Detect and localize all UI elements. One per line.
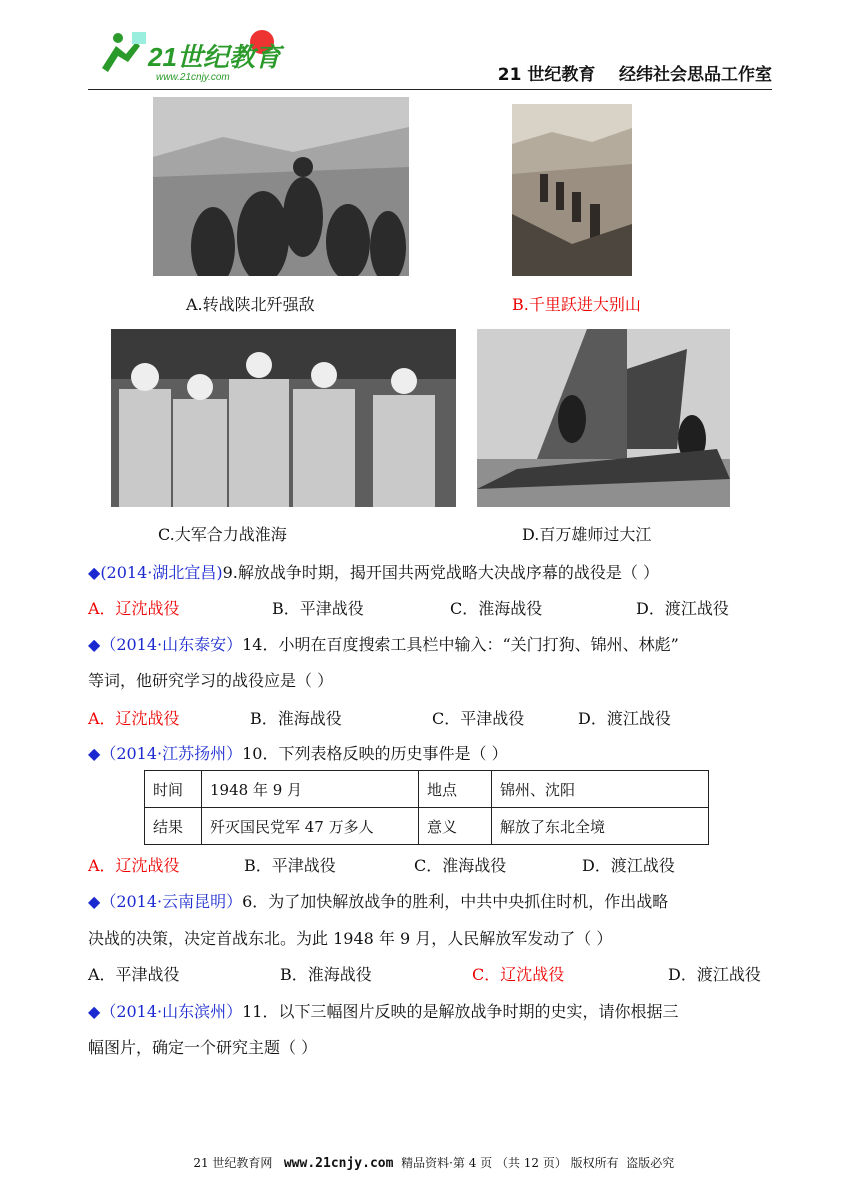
table-row	[145, 808, 709, 845]
option-d: D．渡江战役	[668, 965, 761, 984]
option-a: A．辽沈战役	[88, 856, 180, 875]
table-cell: 解放了东北全境	[492, 808, 709, 845]
diamond-bullet-icon: ◆	[88, 1002, 101, 1021]
question-source: （2014·山东泰安）	[100, 635, 243, 654]
question-2	[88, 632, 679, 655]
footer-left: 21 世纪教育网	[193, 1156, 284, 1170]
photo-b-dabie-mountains	[512, 104, 632, 276]
question-2-options	[88, 706, 778, 728]
option-d: D．渡江战役	[582, 856, 675, 875]
option-b: B．平津战役	[244, 856, 336, 875]
site-logo	[96, 24, 296, 84]
figure-b-caption: B.千里跃进大别山	[512, 295, 641, 314]
question-5-stem-cont: 幅图片，确定一个研究主题（ ）	[88, 1038, 318, 1057]
option-a: A．辽沈战役	[88, 709, 180, 728]
diamond-bullet-icon: ◆	[88, 635, 101, 654]
question-4	[88, 889, 668, 912]
question-stem: 14．小明在百度搜索工具栏中输入：“关门打狗、锦州、林彪”	[242, 635, 679, 654]
question-source: （2014·江苏扬州）	[100, 744, 243, 763]
question-stem: 6．为了加快解放战争的胜利，中共中央抓住时机，作出战略	[242, 892, 669, 911]
page-footer	[0, 1140, 860, 1171]
option-d: D．渡江战役	[578, 709, 671, 728]
diamond-bullet-icon: ◆	[88, 744, 101, 763]
table-row	[145, 771, 709, 808]
diamond-bullet-icon: ◆	[88, 563, 101, 582]
diamond-bullet-icon: ◆	[88, 892, 101, 911]
question-1-options	[88, 596, 778, 618]
question-3-options	[88, 853, 778, 875]
table-cell: 时间	[145, 771, 202, 808]
question-1	[88, 560, 659, 583]
footer-url-link[interactable]: www.21cnjy.com	[283, 1156, 394, 1171]
option-b: B．淮海战役	[280, 965, 372, 984]
question-source: (2014·湖北宜昌)	[100, 563, 223, 582]
question-4-options	[88, 962, 778, 984]
header-divider	[88, 89, 772, 90]
option-a: A．辽沈战役	[88, 599, 180, 618]
events-table	[144, 770, 709, 845]
figure-c-caption: C.大军合力战淮海	[158, 525, 287, 544]
question-stem: 11．以下三幅图片反映的是解放战争时期的史实，请你根据三	[242, 1002, 679, 1021]
table-cell: 结果	[145, 808, 202, 845]
header-title: 21 世纪教育 经纬社会思品工作室	[497, 65, 772, 85]
table-cell: 地点	[419, 771, 492, 808]
question-2-stem-cont: 等词，他研究学习的战役应是（ ）	[88, 671, 334, 690]
question-4-stem-cont: 决战的决策，决定首战东北。为此 1948 年 9 月，人民解放军发动了（ ）	[88, 929, 613, 948]
table-cell: 歼灭国民党军 47 万多人	[202, 808, 419, 845]
option-b: B．淮海战役	[250, 709, 342, 728]
footer-right: 精品资料·第 4 页 （共 12 页） 版权所有 盗版必究	[393, 1156, 675, 1170]
table-cell: 意义	[419, 808, 492, 845]
option-d: D．渡江战役	[636, 599, 729, 618]
question-3	[88, 741, 508, 764]
option-c: C．辽沈战役	[472, 965, 565, 984]
table-cell: 锦州、沈阳	[492, 771, 709, 808]
figure-a-caption: A.转战陕北歼强敌	[186, 295, 315, 314]
question-source: （2014·云南昆明）	[100, 892, 243, 911]
question-stem: 10．下列表格反映的历史事件是（ ）	[242, 744, 508, 763]
photo-d-crossing-yangtze	[477, 329, 730, 507]
question-source: （2014·山东滨州）	[100, 1002, 243, 1021]
option-c: C．淮海战役	[414, 856, 507, 875]
question-stem: 9.解放战争时期，揭开国共两党战略大决战序幕的战役是（ ）	[222, 563, 659, 582]
logo-text: 21世纪教育	[148, 42, 281, 72]
figure-d-caption: D.百万雄师过大江	[522, 525, 652, 544]
photo-c-huaihai-commanders	[111, 329, 456, 507]
question-5	[88, 999, 679, 1022]
option-b: B．平津战役	[272, 599, 364, 618]
logo-url: www.21cnjy.com	[156, 72, 230, 83]
option-a: A．平津战役	[88, 965, 180, 984]
option-c: C．淮海战役	[450, 599, 543, 618]
table-cell: 1948 年 9 月	[202, 771, 419, 808]
photo-a-northern-shaanxi	[153, 97, 409, 276]
option-c: C．平津战役	[432, 709, 525, 728]
